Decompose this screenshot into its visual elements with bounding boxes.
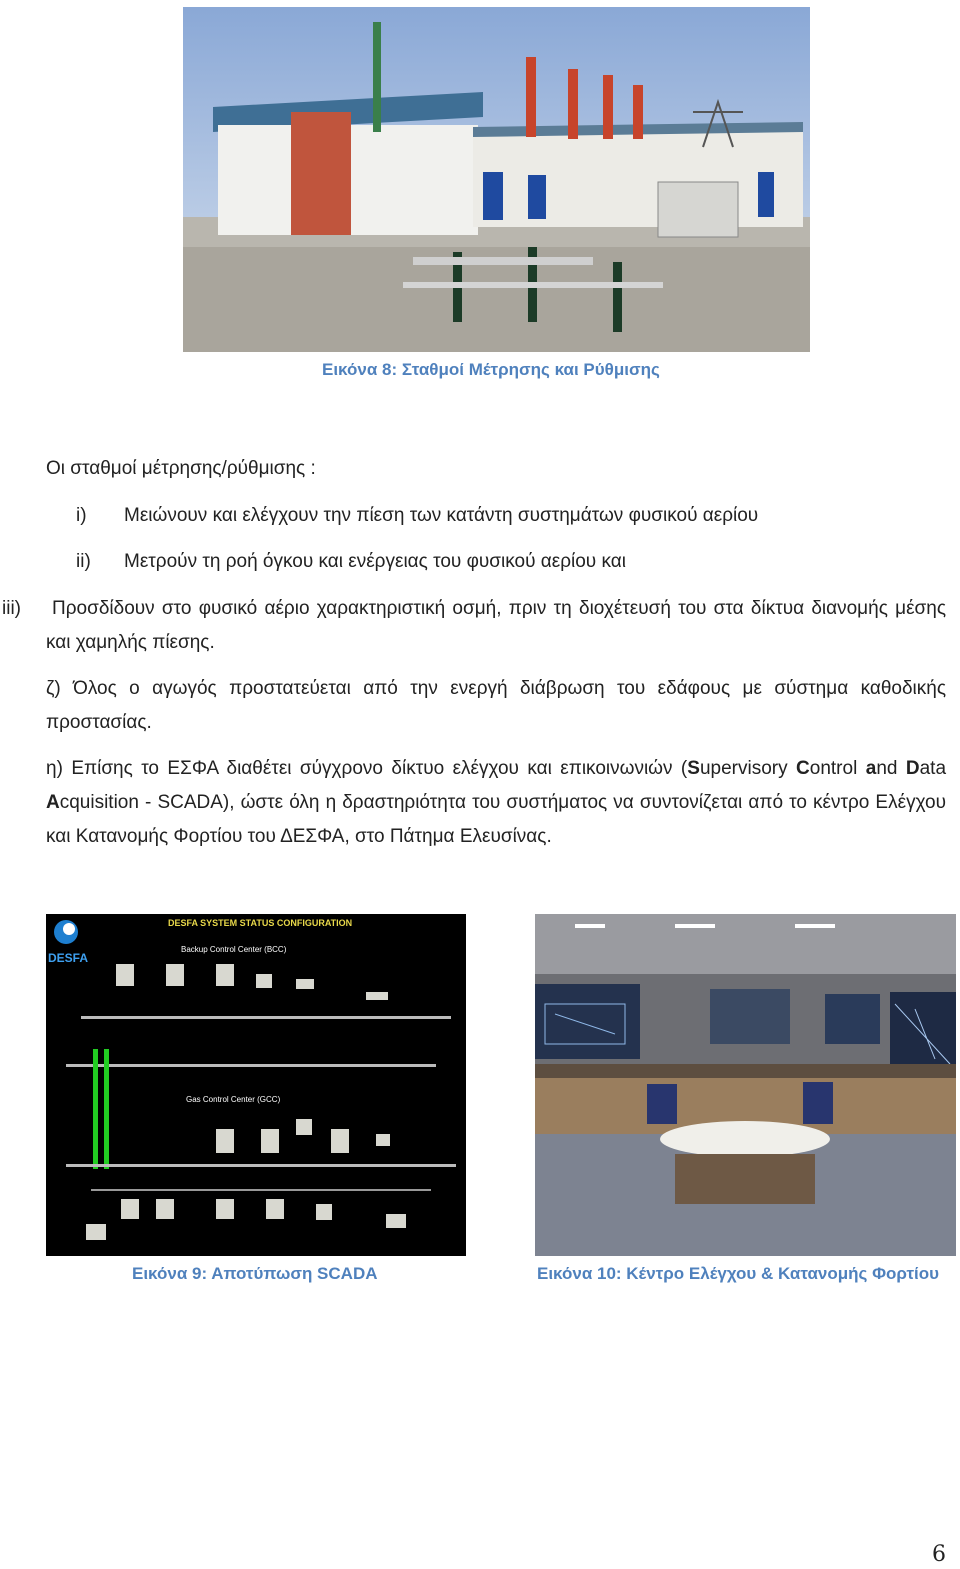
acronym-letter-c: C	[796, 758, 810, 779]
page-number: 6	[932, 1542, 946, 1567]
paragraph-h-start: η) Επίσης το ΕΣΦΑ διαθέτει σύγχρονο δίκτυο ελέγχου και επικοινωνιών (	[46, 758, 688, 779]
desfa-logo-text: DESFA	[48, 951, 89, 965]
control-room-photo	[535, 914, 956, 1256]
intro-paragraph: Οι σταθμοί μέτρησης/ρύθμισης :	[46, 458, 316, 479]
paragraph-h-and: nd	[876, 758, 906, 779]
gcc-label: Gas Control Center (GCC)	[186, 1095, 281, 1104]
paragraph-h-end: cquisition - SCADA), ώστε όλη η δραστηριότητα του συστήματος να συντονίζεται από το κέντρο Ελέγχου και Κατανομής Φορτίου του ΔΕΣΦΑ, στο Πάτημα Ελευσίνας.	[46, 792, 946, 847]
list-marker-3: iii)	[2, 598, 21, 619]
list-marker-1: i)	[76, 505, 87, 526]
paragraph-z: ζ) Όλος ο αγωγός προστατεύεται από την ενεργή διάβρωση του εδάφους με σύστημα καθοδικής προστασίας.	[46, 678, 946, 733]
acronym-letter-d: D	[905, 758, 920, 779]
acronym-letter-a-lower: a	[865, 758, 877, 779]
figure-8-caption: Εικόνα 8: Σταθμοί Μέτρησης και Ρύθμισης	[322, 360, 660, 379]
list-item-2: Μετρούν τη ροή όγκου και ενέργειας του φυσικού αερίου και	[124, 551, 626, 572]
paragraph-h	[46, 752, 946, 854]
paragraph-h-control: ontrol	[809, 758, 858, 779]
paragraph-h-supervisory: upervisory	[699, 758, 797, 779]
scada-diagram	[46, 914, 466, 1256]
bcc-label: Backup Control Center (BCC)	[181, 945, 287, 954]
list-marker-2: ii)	[76, 551, 91, 572]
list-item-3: Προσδίδουν στο φυσικό αέριο χαρακτηριστική οσμή, πριν τη διοχέτευσή του στα δίκτυα διανομής μέσης και χαμηλής πίεσης.	[46, 598, 946, 653]
acronym-letter-s: S	[687, 758, 700, 779]
list-item-1: Μειώνουν και ελέγχουν την πίεση των κατάντη συστημάτων φυσικού αερίου	[124, 505, 759, 526]
acronym-letter-a: A	[46, 792, 60, 813]
scada-title: DESFA SYSTEM STATUS CONFIGURATION	[168, 918, 353, 928]
paragraph-h-data: ata	[919, 758, 947, 779]
figure-10-caption: Εικόνα 10: Κέντρο Ελέγχου & Κατανομής Φορτίου	[537, 1264, 940, 1283]
metering-station-photo	[183, 7, 810, 352]
figure-9-caption: Εικόνα 9: Αποτύπωση SCADA	[132, 1264, 378, 1283]
